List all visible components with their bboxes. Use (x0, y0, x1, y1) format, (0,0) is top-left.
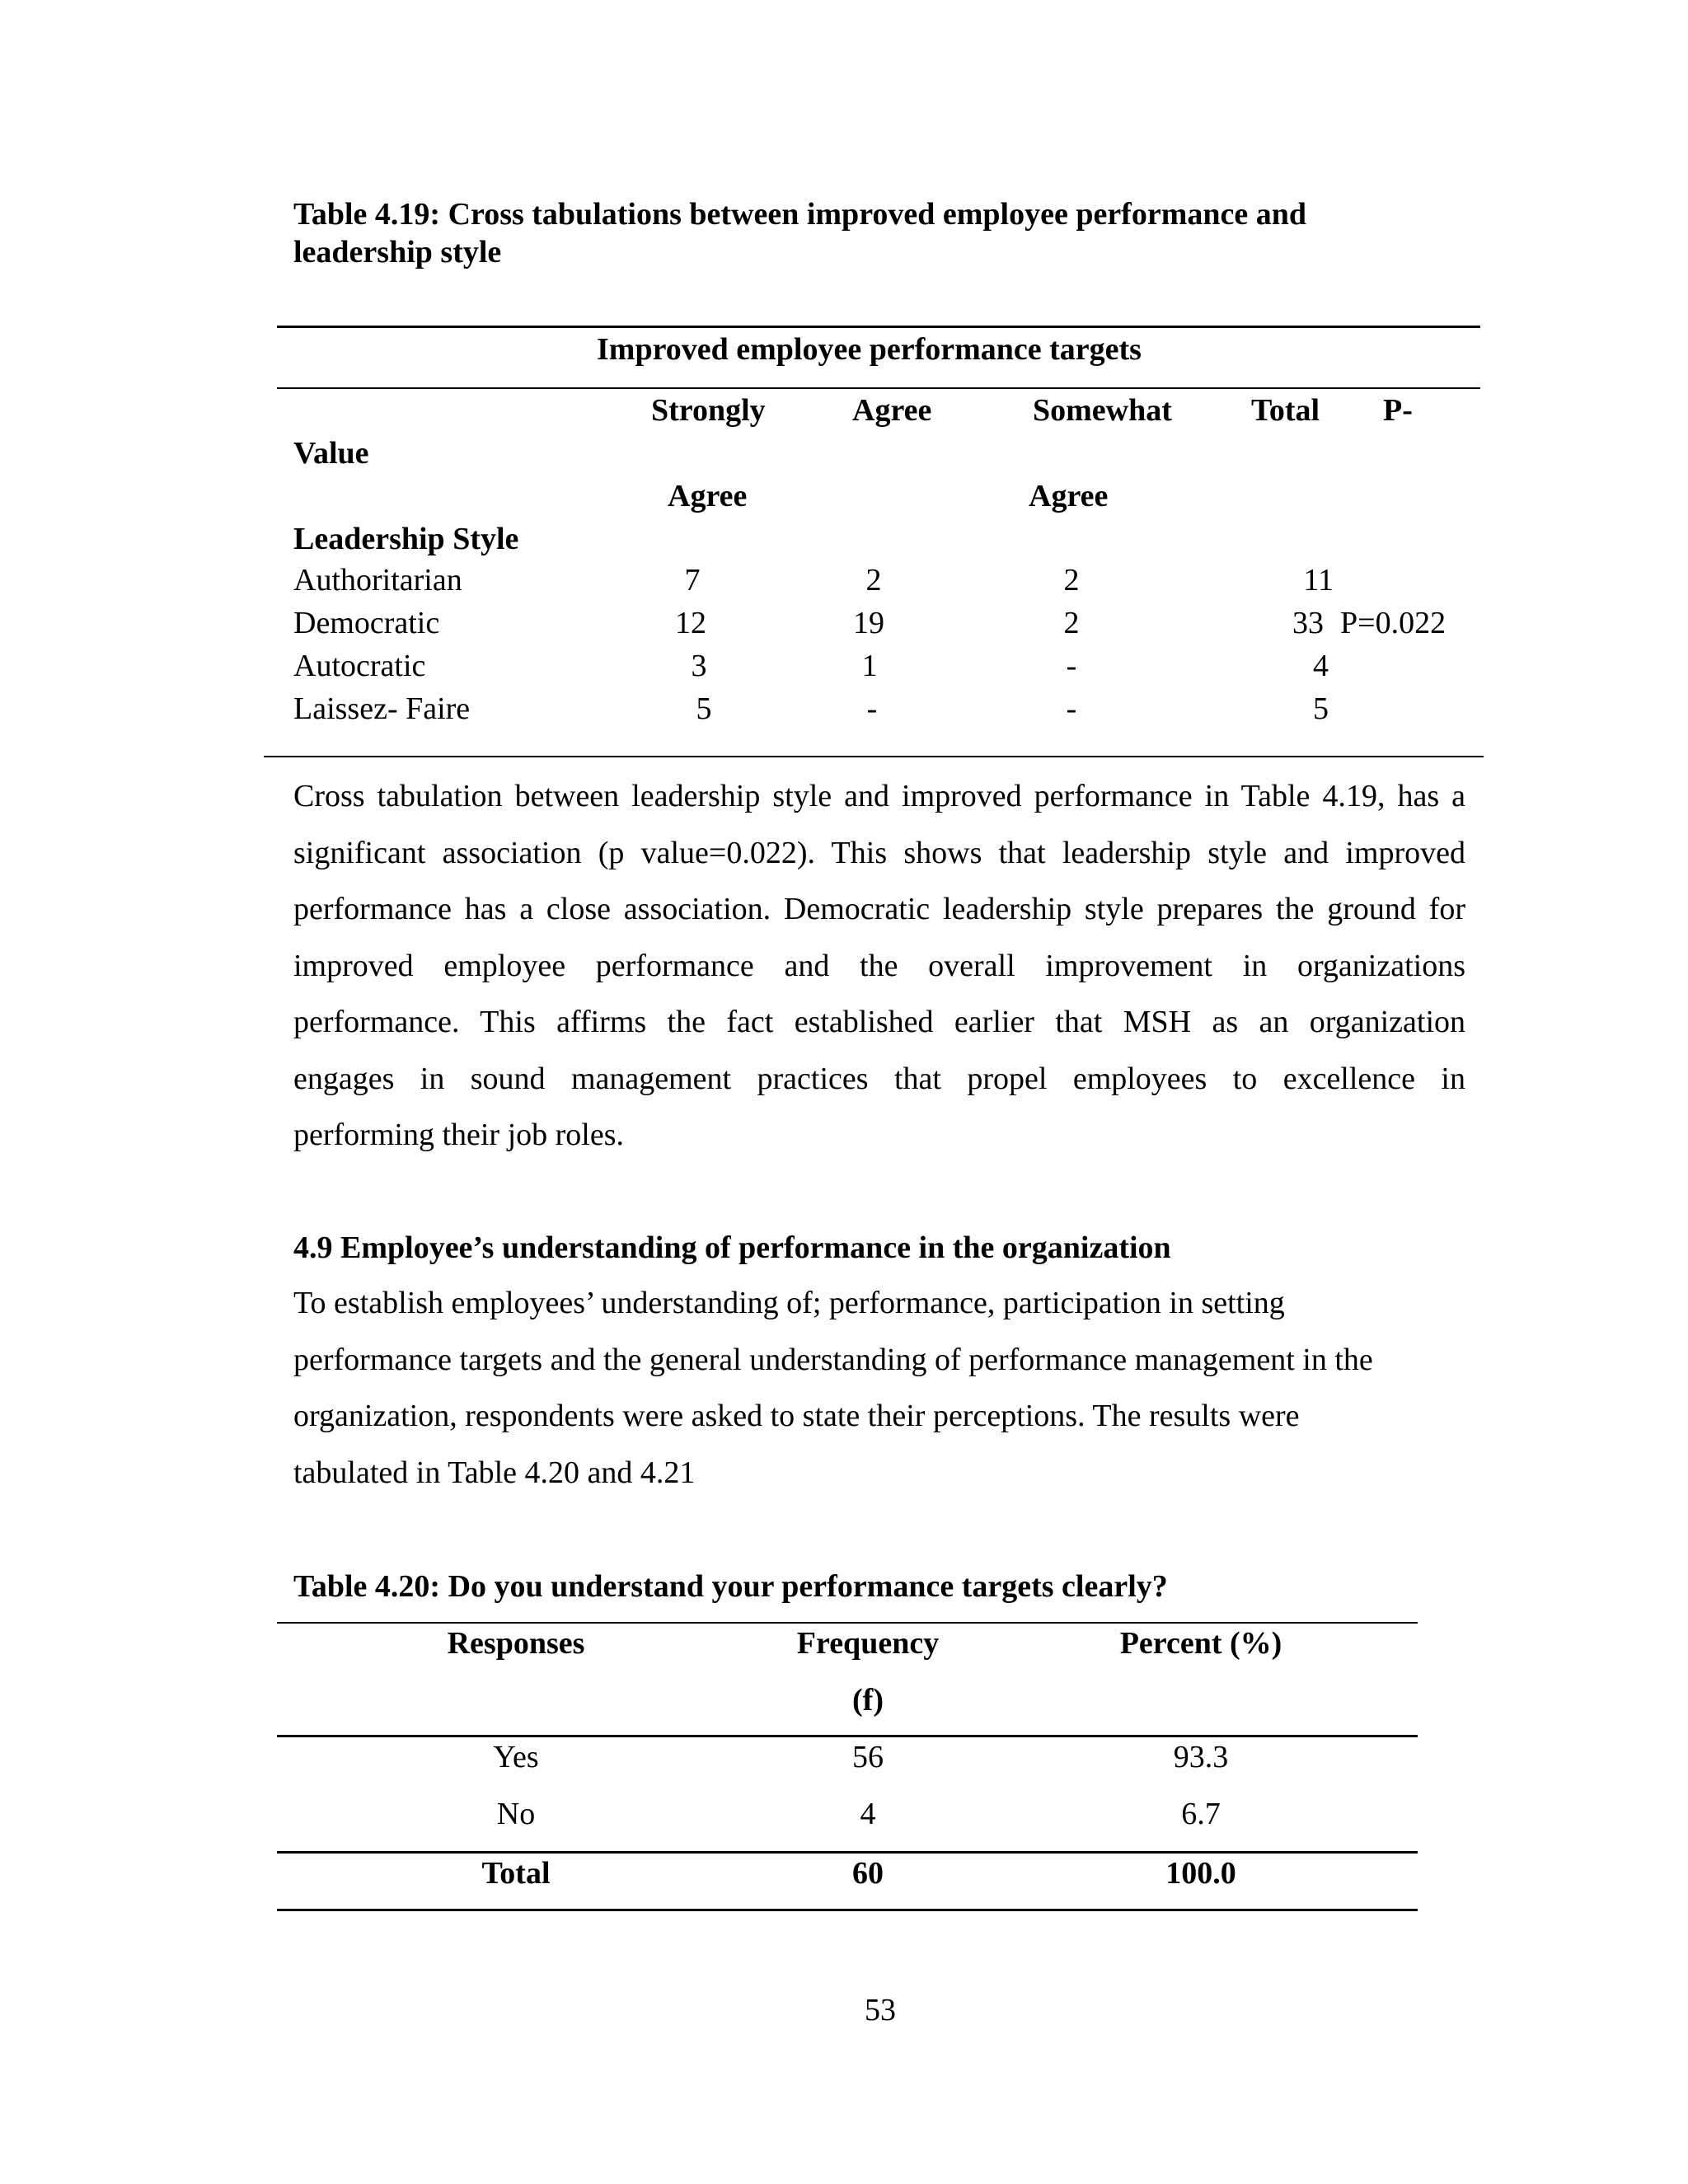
section-4-9-heading: 4.9 Employee’s understanding of performance in the organization (293, 1230, 1171, 1265)
table-19-cell-style: Authoritarian (293, 563, 462, 598)
table-19-cell-total: 33 (1292, 606, 1324, 640)
table-19-cell-strongly: 3 (691, 649, 707, 683)
table-19-col-p-bottom: Value (293, 436, 369, 471)
table-19-cell-strongly: 7 (684, 563, 701, 598)
table-19-col-somewhat-top: Somewhat (1033, 393, 1172, 428)
table-19-row-header: Leadership Style (293, 522, 519, 556)
section-4-9-line: tabulated in Table 4.20 and 4.21 (293, 1455, 696, 1490)
table-19-bottom-rule (264, 756, 1484, 757)
paragraph-1-line: Cross tabulation between leadership style and improved performance in Table 4.19, has a (293, 779, 1465, 813)
table-19-cell-style: Laissez- Faire (293, 691, 471, 726)
table-19-cell-agree: - (866, 691, 878, 726)
paragraph-1-line: significant association (p value=0.022). This shows that leadership style and improved (293, 836, 1465, 870)
table-20-col-frequency-top: Frequency (796, 1626, 940, 1661)
table-19-cell-style: Autocratic (293, 649, 426, 683)
table-19-col-somewhat-bottom: Agree (1029, 479, 1109, 513)
table-20-col-responses: Responses (447, 1626, 585, 1661)
table-19-group-header: Improved employee performance targets (597, 332, 1142, 367)
table-19-caption-line1: Table 4.19: Cross tabulations between improved employee performance and (293, 197, 1306, 232)
table-19-cell-total: 4 (1313, 649, 1329, 683)
table-20-col-frequency-bottom: (f) (852, 1683, 884, 1718)
table-20-bottom-rule (277, 1909, 1418, 1911)
table-19-col-p-top: P- (1383, 393, 1413, 428)
paragraph-1-line: performing their job roles. (293, 1118, 625, 1152)
table-19-cell-p: P=0.022 (1340, 606, 1447, 640)
table-19-cell-strongly: 12 (675, 606, 706, 640)
table-19-cell-somewhat: 2 (1063, 563, 1080, 598)
paragraph-1-line: engages in sound management practices that propel employees to excellence in (293, 1062, 1465, 1096)
table-19-cell-style: Democratic (293, 606, 440, 640)
table-20-cell-frequency: 4 (860, 1797, 876, 1831)
table-20-top-rule (277, 1622, 1418, 1624)
table-20-cell-response: No (496, 1797, 536, 1831)
table-19-cell-total: 11 (1303, 563, 1334, 598)
table-19-col-total: Total (1251, 393, 1320, 428)
table-19-caption-line2: leadership style (293, 235, 502, 269)
table-19-col-strongly-top: Strongly (651, 393, 766, 428)
table-20-total-rule (277, 1851, 1418, 1854)
table-20-cell-frequency: 56 (852, 1740, 884, 1774)
table-20-header-rule (277, 1735, 1418, 1737)
table-20-total-frequency: 60 (852, 1856, 884, 1891)
paragraph-1-line: performance has a close association. Democratic leadership style prepares the ground for (293, 892, 1465, 926)
section-4-9-line: performance targets and the general understanding of performance management in the (293, 1343, 1373, 1377)
table-19-cell-total: 5 (1313, 691, 1329, 726)
paragraph-1-line: performance. This affirms the fact established earlier that MSH as an organization (293, 1005, 1465, 1039)
section-4-9-line: organization, respondents were asked to state their perceptions. The results were (293, 1399, 1300, 1433)
table-19-top-rule (277, 326, 1480, 328)
table-20-cell-percent: 6.7 (1181, 1797, 1221, 1831)
section-4-9-line: To establish employees’ understanding of; performance, participation in setting (293, 1286, 1285, 1320)
table-20-caption: Table 4.20: Do you understand your performance targets clearly? (293, 1569, 1168, 1604)
table-20-cell-percent: 93.3 (1173, 1740, 1229, 1774)
table-19-cell-agree: 19 (853, 606, 884, 640)
table-20-total-percent: 100.0 (1165, 1856, 1236, 1891)
page-number: 53 (865, 1993, 896, 2027)
table-20-cell-response: Yes (493, 1740, 539, 1774)
table-20-total-label: Total (481, 1856, 551, 1891)
table-19-cell-agree: 1 (861, 649, 878, 683)
table-19-col-agree: Agree (852, 393, 932, 428)
table-19-cell-somewhat: 2 (1063, 606, 1080, 640)
paragraph-1-line: improved employee performance and the overall improvement in organizations (293, 949, 1465, 983)
table-19-cell-agree: 2 (865, 563, 882, 598)
table-19-cell-somewhat: - (1066, 691, 1077, 726)
table-19-col-strongly-bottom: Agree (668, 479, 748, 513)
table-19-cell-somewhat: - (1066, 649, 1077, 683)
table-20-col-percent: Percent (%) (1119, 1626, 1282, 1661)
table-19-cell-strongly: 5 (696, 691, 712, 726)
table-19-header-rule (277, 387, 1480, 389)
